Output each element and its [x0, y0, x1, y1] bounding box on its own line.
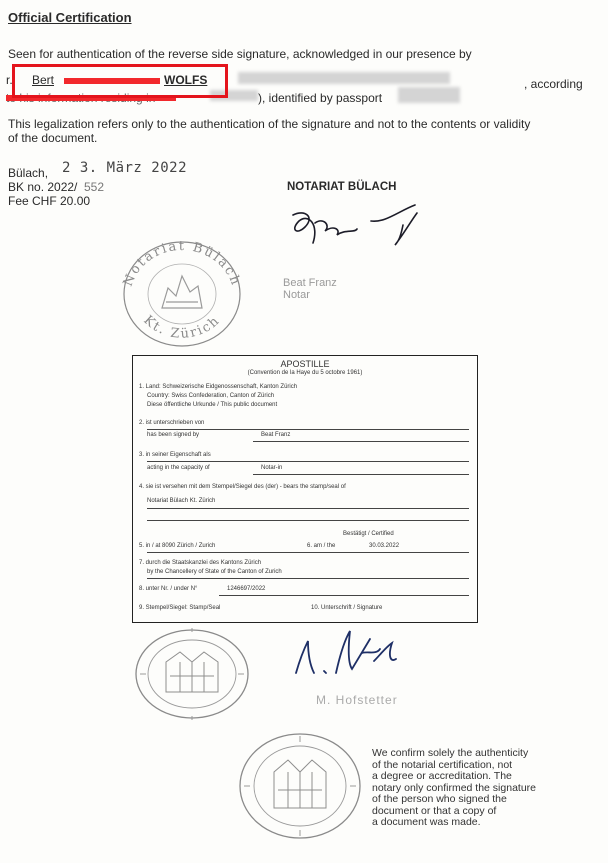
field-3-value: Notar-in	[261, 465, 283, 471]
notary-signature	[275, 195, 445, 265]
field-3-label-de: 3. in seiner Eigenschaft als	[139, 452, 211, 458]
apostille-title: APOSTILLE	[280, 359, 330, 369]
field-4-value: Notariat Bülach Kt. Zürich	[147, 498, 216, 504]
seal-top-text: Notariat Bülach	[120, 238, 244, 289]
confirm-line-4: notary only confirmed the signature	[372, 781, 537, 794]
apostille-signature	[284, 615, 414, 685]
name-prefix: r.	[6, 73, 13, 87]
field-5-line	[147, 552, 469, 553]
place-label: Bülach,	[8, 166, 49, 180]
field-2-value: Beat Franz	[261, 432, 291, 438]
apostille-signatory: M. Hofstetter	[316, 693, 398, 707]
field-8-number: 1246697/2022	[227, 586, 266, 592]
last-name: WOLFS	[164, 73, 208, 87]
field-1-country-en: Country: Swiss Confederation, Canton of Zürich	[147, 393, 275, 399]
field-5-place: 5. in / at 8090 Zürich / Zurich	[139, 543, 216, 549]
field-3-label-en: acting in the capacity of	[147, 465, 210, 471]
apostille-subtitle: (Convention de la Haye du 5 octobre 1961)	[247, 370, 363, 376]
field-9-label: 9. Stempel/Siegel: Stamp/Seal	[139, 605, 221, 611]
field-3-line-1	[147, 461, 469, 462]
notary-office: NOTARIAT BÜLACH	[287, 181, 397, 193]
notary-role: Notar	[283, 289, 310, 301]
field-8-line	[219, 595, 469, 596]
notary-name: Beat Franz	[283, 277, 337, 289]
highlight-box	[12, 64, 228, 98]
bk-label: BK no. 2022/	[8, 180, 78, 194]
redacted-text	[238, 72, 450, 84]
field-1-country-de: 1. Land: Schweizerische Eidgenossenschaft, Kanton Zürich	[139, 384, 298, 390]
confirm-line-1: We confirm solely the authenticity	[372, 747, 529, 759]
field-2-label-de: 2. ist unterschrieben von	[139, 420, 205, 426]
passport-text: ), identified by passport	[258, 91, 383, 105]
field-1-document: Diese öffentliche Urkunde / This public document	[147, 402, 278, 408]
legal-line-2: of the document.	[8, 131, 98, 145]
svg-text:Kt. Zürich	[140, 313, 223, 342]
field-2-label-en: has been signed by	[147, 432, 200, 438]
apostille-seal	[130, 622, 260, 722]
first-name: Bert	[32, 73, 55, 87]
fee-label: Fee CHF 20.00	[8, 194, 91, 208]
field-2-line-1	[147, 429, 469, 430]
confirm-line-7: a document was made.	[372, 816, 481, 828]
document-title: Official Certification	[8, 10, 132, 25]
confirm-line-5: of the person who signed the	[372, 793, 507, 805]
apostille-box	[132, 355, 478, 623]
seal-bottom-text: Kt. Zürich	[140, 312, 224, 342]
field-4-label: 4. sie ist versehen mit dem Stempel/Siegel des (der) - bears the stamp/seal of	[139, 484, 346, 490]
field-4-line-2	[147, 520, 469, 521]
field-10-label: 10. Unterschrift / Signature	[311, 605, 383, 611]
field-3-line-2	[253, 474, 469, 475]
cert-line-1: Seen for authentication of the reverse side signature, acknowledged in our presence by	[8, 47, 472, 61]
field-7-line	[147, 578, 469, 579]
notary-seal	[112, 230, 252, 350]
date-stamp: 2 3. März 2022	[62, 160, 188, 176]
field-4-line-1	[147, 508, 469, 509]
bk-number: 552	[84, 180, 105, 194]
field-6-date: 30.03.2022	[369, 543, 400, 549]
confirm-line-3: a degree or accreditation. The	[372, 770, 512, 782]
field-7-authority-en: by the Chancellery of State of the Canton of Zurich	[147, 569, 282, 575]
confirm-line-2: of the notarial certification, not	[372, 758, 513, 771]
confirm-line-6: document or that a copy of	[372, 804, 497, 817]
bottom-seal	[236, 730, 366, 842]
field-6-label: 6. am / the	[307, 543, 336, 549]
redacted-passport	[398, 87, 460, 103]
confirmation-note	[372, 748, 592, 829]
according-text: , according	[524, 77, 583, 91]
certified-heading: Bestätigt / Certified	[343, 531, 394, 537]
field-2-line-2	[253, 441, 469, 442]
field-8-label: 8. unter Nr. / under N°	[139, 586, 198, 592]
field-7-authority-de: 7. durch die Staatskanzlei des Kantons Zürich	[139, 560, 262, 566]
legal-line-1: This legalization refers only to the authentication of the signature and not to the contents or validity	[8, 117, 531, 131]
